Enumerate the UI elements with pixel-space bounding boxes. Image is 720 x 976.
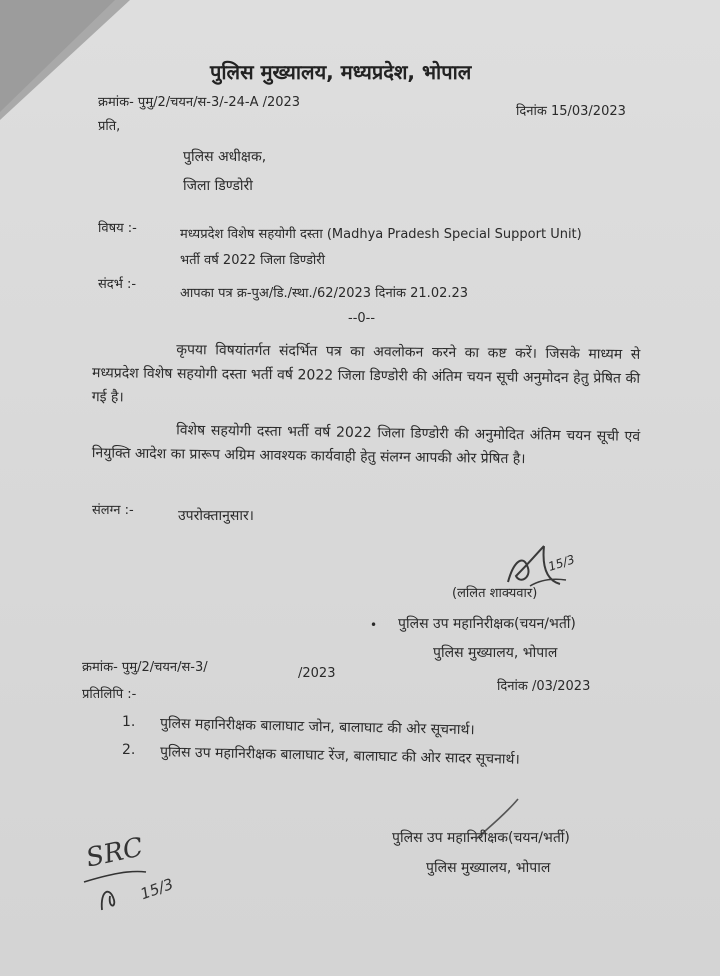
letter-date: दिनांक 15/03/2023 (516, 104, 626, 119)
copy-reference-number: क्रमांक- पुमु/2/चयन/स-3/ (82, 660, 208, 675)
enclosure-text: उपरोक्तानुसार। (178, 508, 254, 524)
copy-item-number: 2. (122, 742, 136, 758)
reference-number: क्रमांक- पुमु/2/चयन/स-3/-24-A /2023 (98, 95, 301, 110)
signatory-name: (ललित शाक्यवार) (452, 586, 538, 601)
reference-label: संदर्भ :- (98, 277, 137, 292)
enclosure-label: संलग्न :- (92, 503, 134, 518)
copy-item-text: पुलिस महानिरीक्षक बालाघाट जोन, बालाघाट की ओर सूचनार्थ। (159, 715, 475, 739)
reference-text: आपका पत्र क्र-पुअ/डि./स्था./62/2023 दिनांक 21.02.23 (180, 286, 469, 301)
subject-label: विषय :- (98, 221, 137, 236)
addressee-line-2: जिला डिण्डोरी (183, 178, 253, 194)
copy-reference-year: /2023 (298, 666, 336, 681)
copy-date: दिनांक /03/2023 (497, 679, 591, 694)
handwritten-initials: SRC (83, 832, 146, 874)
copy-signatory-office: पुलिस मुख्यालय, भोपाल (426, 860, 551, 876)
signatory-designation: पुलिस उप महानिरीक्षक(चयन/भर्ती) (398, 616, 576, 632)
subject-line-1: मध्यप्रदेश विशेष सहयोगी दस्ता (Madhya Pradesh Special Support Unit) (180, 227, 582, 242)
copy-signatory-designation: पुलिस उप महानिरीक्षक(चयन/भर्ती) (392, 830, 570, 846)
bullet-mark: • (370, 618, 378, 632)
letter-title: पुलिस मुख्यालय, मध्यप्रदेश, भोपाल (210, 60, 472, 84)
copy-item-number: 1. (122, 714, 136, 730)
body-paragraph-1: कृपया विषयांतर्गत संदर्भित पत्र का अवलोकन करने का कष्ट करें। जिसके माध्यम से मध्यप्रदेश विशेष सहयोगी दस्ता भर्ती वर्ष 2022 जिला डिण्डोरी की अंतिम चयन सूची अनुमोदन हेतु प्रेषित की गई है। (91, 342, 641, 406)
copy-to-label: प्रतिलिपि :- (82, 687, 137, 702)
separator: --0-- (348, 311, 376, 326)
signatory-office: पुलिस मुख्यालय, भोपाल (433, 645, 558, 661)
to-label: प्रति, (98, 119, 121, 134)
signature-1-date: 15/3 (546, 552, 577, 574)
handwritten-initials-date: 15/3 (137, 874, 176, 904)
subject-line-2: भर्ती वर्ष 2022 जिला डिण्डोरी (180, 253, 325, 268)
addressee-line-1: पुलिस अधीक्षक, (183, 149, 267, 165)
body-paragraph-2: विशेष सहयोगी दस्ता भर्ती वर्ष 2022 जिला डिण्डोरी की अनुमोदित अंतिम चयन सूची एवं नियुक्ति आदेश का प्रारूप अग्रिम आवश्यक कार्यवाही हेतु संलग्न आपकी ओर प्रेषित है। (91, 422, 641, 468)
copy-item-text: पुलिस उप महानिरीक्षक बालाघाट रेंज, बालाघाट की ओर सादर सूचनार्थ। (159, 744, 520, 768)
